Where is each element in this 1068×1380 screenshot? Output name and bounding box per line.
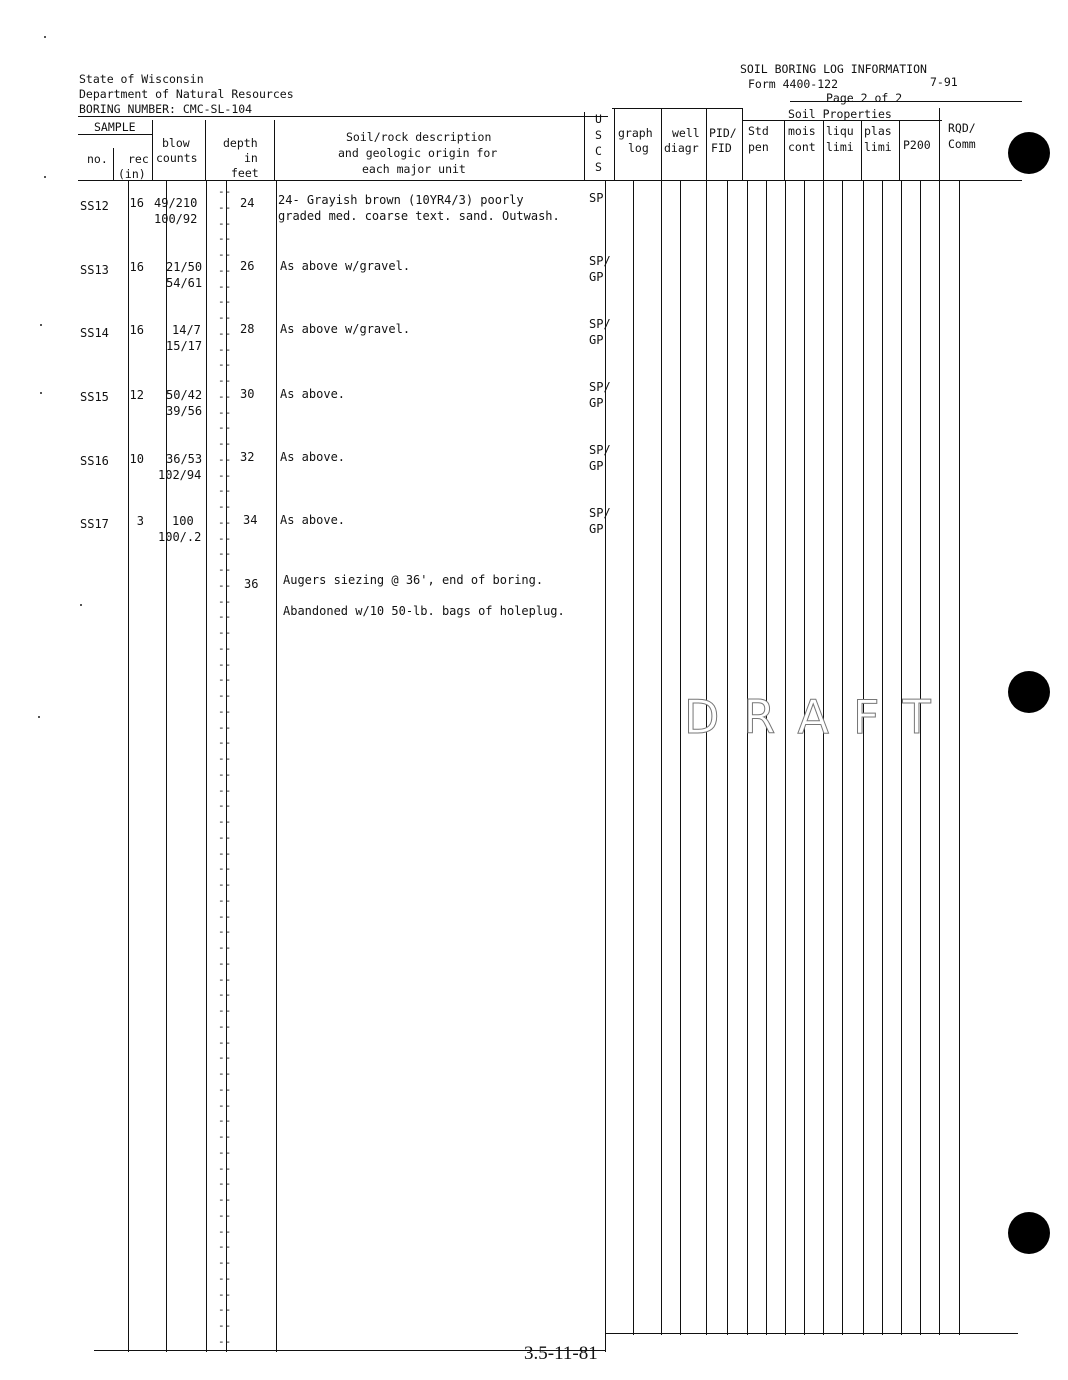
header-plas-limi: limi — [864, 140, 892, 154]
depth-tick: -- — [218, 1177, 232, 1191]
depth-tick: -- — [218, 200, 232, 214]
depth-tick: -- — [218, 1303, 232, 1317]
recovery: 16 — [129, 260, 144, 274]
scan-speck — [44, 176, 46, 178]
depth-tick: -- — [218, 752, 232, 765]
agency-line-1: State of Wisconsin — [79, 72, 204, 86]
uscs-1: SP/ — [589, 380, 611, 394]
header-desc-3: each major unit — [362, 162, 466, 176]
depth-tick: -- — [218, 1051, 232, 1065]
depth-tick: -- — [218, 389, 232, 403]
depth-tick: -- — [218, 767, 232, 781]
header-liqu: liqu — [826, 124, 854, 138]
depth-tick: -- — [218, 468, 232, 482]
depth-tick: -- — [218, 515, 232, 529]
scan-speck — [80, 604, 82, 606]
depth: 26 — [240, 259, 255, 273]
depth: 34 — [243, 513, 258, 527]
scan-speck — [40, 324, 42, 326]
recovery: 3 — [136, 514, 144, 528]
depth-tick: -- — [218, 500, 232, 513]
depth-tick: -- — [218, 673, 232, 687]
description-1: As above. — [280, 513, 346, 527]
depth-tick: -- — [218, 1240, 232, 1254]
depth: 32 — [240, 450, 255, 464]
blow-counts-1: 21/50 — [166, 260, 203, 274]
depth-tick: -- — [218, 594, 232, 608]
depth-tick: -- — [218, 452, 232, 466]
depth-tick: -- — [218, 626, 232, 639]
header-feet: feet — [231, 166, 259, 180]
header-desc-1: Soil/rock description — [346, 130, 492, 144]
depth-tick: -- — [218, 279, 232, 293]
depth-tick: -- — [218, 909, 232, 923]
depth-tick: -- — [218, 988, 232, 1002]
depth-tick: -- — [218, 830, 232, 844]
depth-tick: -- — [218, 547, 232, 561]
header-uscs-4: S — [595, 160, 602, 174]
depth-tick: -- — [218, 720, 232, 734]
footer-code: 3.5-11-81 — [524, 1343, 598, 1364]
uscs-2: GP — [589, 522, 604, 536]
depth-tick: -- — [218, 704, 232, 718]
depth-tick: -- — [218, 1067, 232, 1080]
recovery: 10 — [129, 452, 144, 466]
blow-counts-1: 49/210 — [154, 196, 198, 210]
sample-no: SS16 — [80, 454, 109, 468]
header-mois: mois — [788, 124, 816, 138]
sample-no: SS12 — [80, 199, 109, 213]
depth-tick: -- — [218, 1098, 232, 1112]
depth-tick: -- — [218, 641, 232, 655]
depth-tick: -- — [218, 374, 232, 387]
depth: 28 — [240, 322, 255, 336]
depth-tick: -- — [218, 1334, 232, 1348]
binder-hole — [1008, 1212, 1050, 1254]
header-rec-unit: (in) — [118, 167, 146, 181]
agency-line-2: Department of Natural Resources — [79, 87, 294, 101]
depth-tick: -- — [218, 783, 232, 797]
blow-counts-2: 102/94 — [158, 468, 202, 482]
recovery: 16 — [129, 323, 144, 337]
depth-tick: -- — [218, 956, 232, 970]
recovery: 16 — [129, 196, 144, 210]
scan-speck — [44, 36, 46, 38]
depth-tick: -- — [218, 295, 232, 309]
header-p200: P200 — [903, 138, 931, 152]
depth-tick: -- — [218, 232, 232, 246]
depth-tick: -- — [218, 342, 232, 356]
header-pid: PID/ — [709, 126, 737, 140]
uscs-1: SP/ — [589, 317, 611, 331]
description-2: graded med. coarse text. sand. Outwash. — [278, 209, 560, 223]
depth-tick: -- — [218, 578, 232, 592]
depth-tick: -- — [218, 846, 232, 860]
header-sample: SAMPLE — [94, 120, 136, 134]
description-1: 24- Grayish brown (10YR4/3) poorly — [278, 193, 524, 207]
depth-tick: -- — [218, 1035, 232, 1049]
page-number: Page 2 of 2 — [826, 91, 903, 105]
header-diagr: diagr — [664, 141, 699, 155]
sample-no: SS15 — [80, 390, 109, 404]
description-1: As above w/gravel. — [280, 259, 411, 273]
blow-counts-2: 39/56 — [166, 404, 203, 418]
depth-tick: -- — [218, 1319, 232, 1332]
header-desc-2: and geologic origin for — [338, 146, 498, 160]
depth-tick: -- — [218, 610, 232, 624]
depth-tick: -- — [218, 358, 232, 372]
blow-counts-1: 14/7 — [172, 323, 201, 337]
depth-tick: -- — [218, 263, 232, 277]
depth-tick: -- — [218, 878, 232, 891]
header-depth: depth — [223, 136, 258, 150]
blow-counts-2: 100/.2 — [158, 530, 202, 544]
header-no: no. — [87, 152, 108, 166]
header-uscs-3: C — [595, 144, 602, 158]
depth-tick: -- — [218, 405, 232, 419]
sample-no: SS17 — [80, 517, 109, 531]
depth-tick: -- — [218, 1082, 232, 1096]
header-liqu-limi: limi — [826, 140, 854, 154]
depth-tick: -- — [218, 1256, 232, 1269]
depth-tick: -- — [218, 689, 232, 702]
header-blow: blow — [162, 136, 190, 150]
depth-tick: -- — [218, 925, 232, 939]
uscs-1: SP/ — [589, 254, 611, 268]
depth-tick: -- — [218, 941, 232, 954]
uscs-2: GP — [589, 333, 604, 347]
header-fid: FID — [711, 141, 732, 155]
depth-tick: -- — [218, 216, 232, 230]
depth-tick: -- — [218, 799, 232, 813]
depth-tick: -- — [218, 1193, 232, 1206]
uscs-1: SP — [589, 191, 604, 205]
depth-tick: -- — [218, 437, 232, 450]
depth-tick: -- — [218, 736, 232, 750]
header-plas: plas — [864, 124, 892, 138]
depth-tick: -- — [218, 421, 232, 435]
uscs-1: SP/ — [589, 443, 611, 457]
draft-watermark: DRAFT — [684, 690, 955, 744]
depth-tick: -- — [218, 531, 232, 545]
depth-tick: -- — [218, 326, 232, 340]
depth-tick: -- — [218, 311, 232, 324]
depth-tick: -- — [218, 1208, 232, 1222]
binder-hole — [1008, 132, 1050, 174]
header-uscs-2: S — [595, 128, 602, 142]
depth: 24 — [240, 196, 255, 210]
form-title: SOIL BORING LOG INFORMATION — [740, 62, 927, 76]
binder-hole — [1008, 671, 1050, 713]
depth-tick: -- — [218, 815, 232, 828]
header-std: Std — [748, 124, 769, 138]
description-1: As above w/gravel. — [280, 322, 411, 336]
header-rqd: RQD/ — [948, 121, 976, 135]
description-1: As above. — [280, 450, 346, 464]
header-log: log — [628, 141, 649, 155]
depth-tick: -- — [218, 1145, 232, 1159]
scan-speck — [40, 392, 42, 394]
recovery: 12 — [129, 388, 144, 402]
depth-tick: -- — [218, 1114, 232, 1128]
uscs-1: SP/ — [589, 506, 611, 520]
boring-number: BORING NUMBER: CMC-SL-104 — [79, 102, 253, 116]
depth-tick: -- — [218, 1019, 232, 1033]
blow-counts-1: 36/53 — [166, 452, 203, 466]
sample-no: SS14 — [80, 326, 109, 340]
uscs-2: GP — [589, 270, 604, 284]
header-graph: graph — [618, 126, 653, 140]
blow-counts-1: 100 — [172, 514, 194, 528]
depth-tick: -- — [218, 563, 232, 576]
depth-tick: -- — [218, 1287, 232, 1301]
header-uscs-1: U — [595, 112, 602, 126]
depth-tick: -- — [218, 893, 232, 907]
blow-counts-1: 50/42 — [166, 388, 203, 402]
depth-tick: -- — [218, 484, 232, 498]
header-rec: rec — [128, 152, 149, 166]
end-depth: 36 — [244, 577, 259, 591]
depth: 30 — [240, 387, 255, 401]
header-cont: cont — [788, 140, 816, 154]
scan-speck — [38, 716, 40, 718]
header-in: in — [244, 151, 258, 165]
end-of-boring-note: Augers siezing @ 36', end of boring. — [283, 573, 544, 587]
form-revision: 7-91 — [930, 75, 958, 89]
depth-tick: -- — [218, 1271, 232, 1285]
depth-tick: -- — [218, 1161, 232, 1175]
uscs-2: GP — [589, 459, 604, 473]
blow-counts-2: 100/92 — [154, 212, 198, 226]
header-comm: Comm — [948, 137, 976, 151]
uscs-2: GP — [589, 396, 604, 410]
depth-tick: -- — [218, 657, 232, 671]
depth-tick: -- — [218, 1004, 232, 1017]
depth-tick: -- — [218, 972, 232, 986]
header-counts: counts — [156, 151, 198, 165]
depth-tick: -- — [218, 1224, 232, 1238]
description-1: As above. — [280, 387, 346, 401]
header-well: well — [672, 126, 700, 140]
depth-tick: -- — [218, 248, 232, 261]
form-number: Form 4400-122 — [748, 77, 839, 91]
depth-tick: -- — [218, 185, 232, 198]
blow-counts-2: 54/61 — [166, 276, 203, 290]
abandonment-note: Abandoned w/10 50-lb. bags of holeplug. — [283, 604, 565, 618]
sample-no: SS13 — [80, 263, 109, 277]
header-pen: pen — [748, 140, 769, 154]
blow-counts-2: 15/17 — [166, 339, 203, 353]
depth-tick: -- — [218, 1130, 232, 1143]
header-soil-properties: Soil Properties — [788, 107, 892, 121]
depth-tick: -- — [218, 862, 232, 876]
